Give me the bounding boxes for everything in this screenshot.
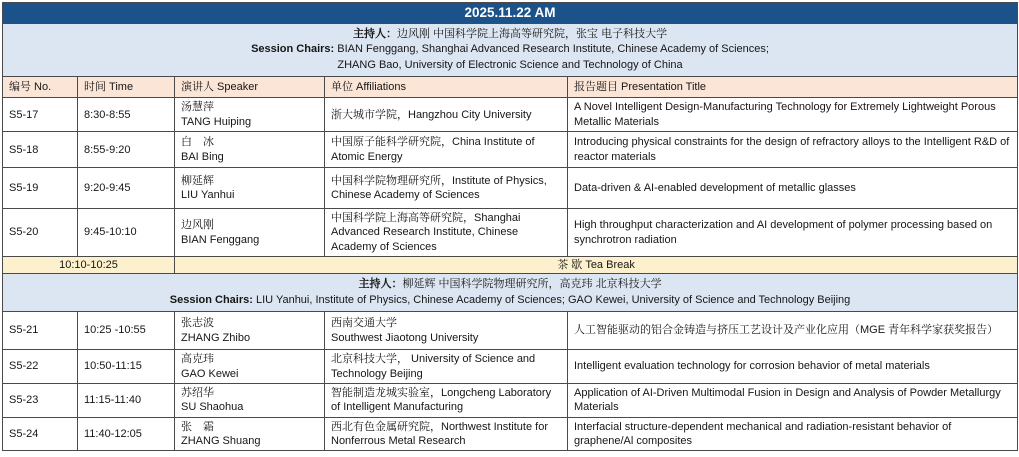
session1-chairs-en-line1: BIAN Fenggang, Shanghai Advanced Research Institute, Chinese Academy of Sciences; <box>334 43 769 56</box>
session-no: S5-24 <box>3 417 78 451</box>
time-slot: 9:45-10:10 <box>78 209 175 257</box>
speaker-cell <box>175 417 325 451</box>
speaker-cell <box>175 384 325 418</box>
program-table <box>2 2 1018 451</box>
presentation-title: Data-driven & AI-enabled development of metallic glasses <box>568 168 1018 209</box>
table-row <box>3 384 1018 418</box>
speaker-name-en: SU Shaohua <box>181 401 244 414</box>
time-slot: 8:30-8:55 <box>78 98 175 132</box>
time-slot: 10:50-11:15 <box>78 350 175 384</box>
speaker-cell <box>175 168 325 209</box>
table-row <box>3 417 1018 451</box>
affiliation: 西北有色金属研究院，Northwest Institute for Nonferrous Metal Research <box>325 417 568 451</box>
speaker-name-en: ZHANG Zhibo <box>181 331 251 344</box>
column-header-no: 编号 No. <box>3 77 78 98</box>
affiliation: 中国科学院上海高等研究院，Shanghai Advanced Research Institute, Chinese Academy of Sciences <box>325 209 568 257</box>
affiliation: 中国原子能科学研究院，China Institute of Atomic Energy <box>325 132 568 168</box>
speaker-name-cn: 高克玮 <box>181 353 214 366</box>
session1-chairs-row <box>3 24 1018 77</box>
table-row <box>3 209 1018 257</box>
session2-chairs-cell <box>3 274 1018 312</box>
time-slot: 10:25 -10:55 <box>78 312 175 350</box>
time-slot: 11:40-12:05 <box>78 417 175 451</box>
column-header-affiliation: 单位 Affiliations <box>325 77 568 98</box>
table-row <box>3 312 1018 350</box>
session-no: S5-21 <box>3 312 78 350</box>
affiliation: 中国科学院物理研究所，Institute of Physics, Chinese Academy of Sciences <box>325 168 568 209</box>
speaker-cell <box>175 312 325 350</box>
speaker-name-en: GAO Kewei <box>181 367 239 380</box>
presentation-title: Intelligent evaluation technology for corrosion behavior of metal materials <box>568 350 1018 384</box>
speaker-name-cn: 边风刚 <box>181 219 214 232</box>
session-no: S5-19 <box>3 168 78 209</box>
presentation-title: Introducing physical constraints for the design of refractory alloys to the Intelligent R&D of reactor materials <box>568 132 1018 168</box>
speaker-name-cn: 汤慧萍 <box>181 101 214 114</box>
session-no: S5-23 <box>3 384 78 418</box>
session1-chairs-en-label: Session Chairs: <box>251 43 335 56</box>
tea-break-label: 茶 歇 Tea Break <box>175 257 1018 274</box>
speaker-name-en: ZHANG Shuang <box>181 435 261 448</box>
affiliation: 西南交通大学 Southwest Jiaotong University <box>325 312 568 350</box>
speaker-cell <box>175 132 325 168</box>
time-slot: 11:15-11:40 <box>78 384 175 418</box>
time-slot: 8:55-9:20 <box>78 132 175 168</box>
session1-chairs-cell <box>3 24 1018 77</box>
table-row <box>3 132 1018 168</box>
session-no: S5-17 <box>3 98 78 132</box>
presentation-title: Interfacial structure-dependent mechanical and radiation-resistant behavior of graphene/Al composites <box>568 417 1018 451</box>
speaker-name-en: TANG Huiping <box>181 115 252 128</box>
affiliation: 智能制造龙城实验室，Longcheng Laboratory of Intelligent Manufacturing <box>325 384 568 418</box>
speaker-cell <box>175 98 325 132</box>
session2-chairs-cn-label: 主持人： <box>358 278 403 291</box>
column-header-row <box>3 77 1018 98</box>
column-header-speaker: 演讲人 Speaker <box>175 77 325 98</box>
column-header-time: 时间 Time <box>78 77 175 98</box>
session-no: S5-22 <box>3 350 78 384</box>
presentation-title: 人工智能驱动的铝合金铸造与挤压工艺设计及产业化应用（MGE 青年科学家获奖报告） <box>568 312 1018 350</box>
tea-break-time: 10:10-10:25 <box>3 257 175 274</box>
table-row <box>3 168 1018 209</box>
table-row <box>3 98 1018 132</box>
session2-chairs-cn-text: 柳延辉 中国科学院物理研究所，高克玮 北京科技大学 <box>402 278 662 291</box>
date-header: 2025.11.22 AM <box>3 3 1018 24</box>
table-row <box>3 3 1018 24</box>
speaker-name-cn: 张 霜 <box>181 420 214 433</box>
speaker-name-cn: 白 冰 <box>181 136 214 149</box>
session-no: S5-20 <box>3 209 78 257</box>
session2-chairs-en-label: Session Chairs: <box>169 293 253 306</box>
column-header-title: 报告题目 Presentation Title <box>568 77 1018 98</box>
session2-chairs-row <box>3 274 1018 312</box>
speaker-name-en: BIAN Fenggang <box>181 233 260 246</box>
speaker-name-en: LIU Yanhui <box>181 189 235 202</box>
affiliation: 浙大城市学院，Hangzhou City University <box>325 98 568 132</box>
session1-chairs-cn-label: 主持人： <box>352 28 397 40</box>
session2-chairs-en-text: LIU Yanhui, Institute of Physics, Chinese Academy of Sciences; GAO Kewei, University of Science and Technology Beijing <box>252 293 851 306</box>
presentation-title: High throughput characterization and AI development of polymer processing based on synchrotron radiation <box>568 209 1018 257</box>
tea-break-row <box>3 257 1018 274</box>
session1-chairs-cn-text: 边风刚 中国科学院上海高等研究院，张宝 电子科技大学 <box>396 28 668 40</box>
speaker-cell <box>175 350 325 384</box>
presentation-title: Application of AI-Driven Multimodal Fusion in Design and Analysis of Powder Metallurgy Materials <box>568 384 1018 418</box>
affiliation: 北京科技大学， University of Science and Technology Beijing <box>325 350 568 384</box>
speaker-cell <box>175 209 325 257</box>
speaker-name-cn: 张志波 <box>181 317 214 330</box>
session1-chairs-en-line2: ZHANG Bao, University of Electronic Science and Technology of China <box>337 58 683 71</box>
speaker-name-en: BAI Bing <box>181 150 224 163</box>
speaker-name-cn: 苏绍华 <box>181 387 214 400</box>
session-no: S5-18 <box>3 132 78 168</box>
table-row <box>3 350 1018 384</box>
presentation-title: A Novel Intelligent Design-Manufacturing Technology for Extremely Lightweight Porous Metallic Materials <box>568 98 1018 132</box>
time-slot: 9:20-9:45 <box>78 168 175 209</box>
speaker-name-cn: 柳延辉 <box>181 174 214 187</box>
